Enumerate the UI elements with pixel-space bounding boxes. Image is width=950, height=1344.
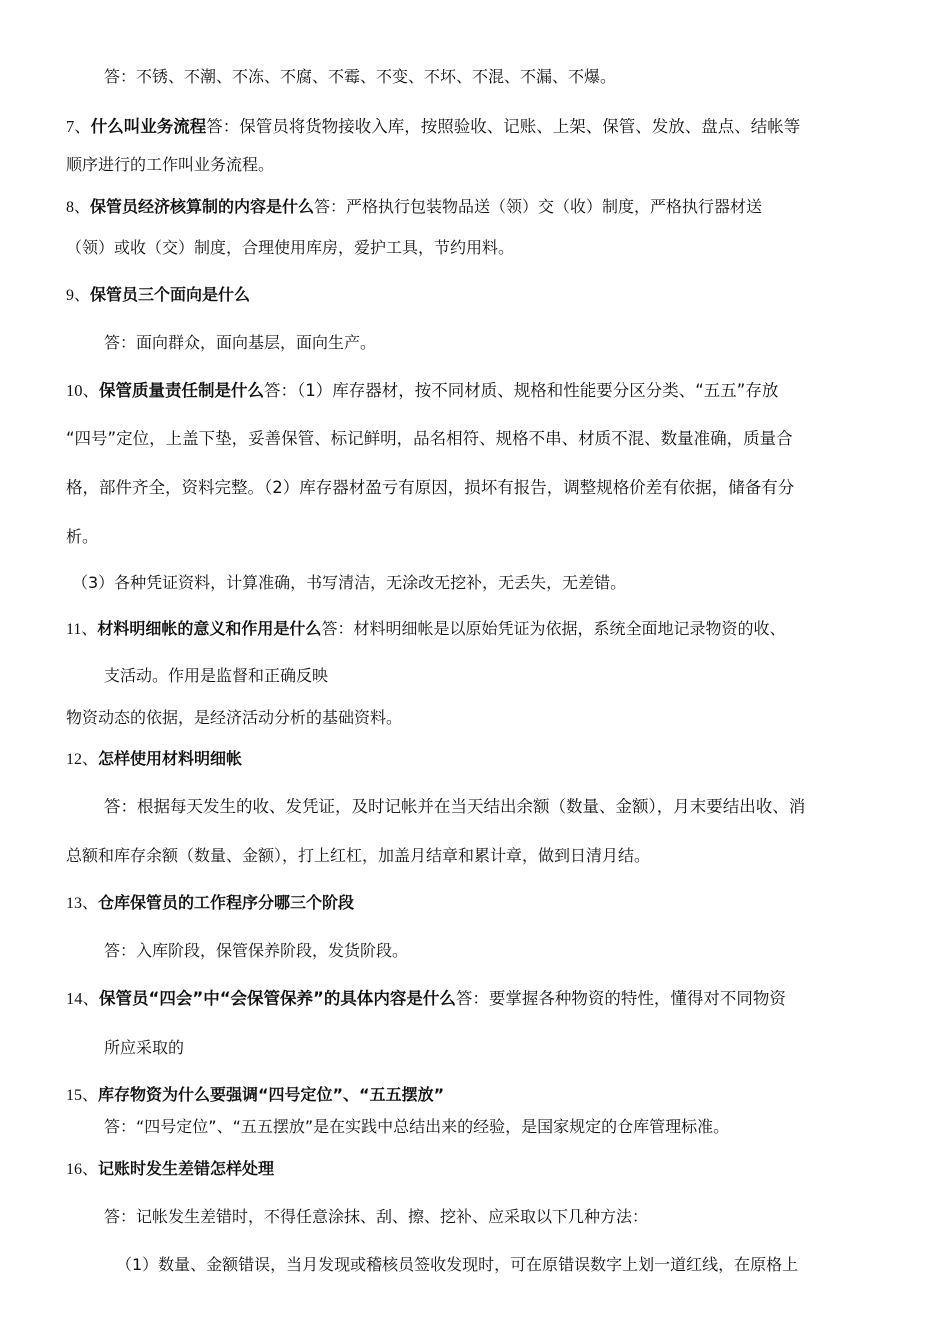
question-number: 13、 — [66, 895, 99, 912]
answer-text: 答：材料明细帐是以原始凭证为依据，系统全面地记录物资的收、 — [321, 619, 786, 638]
question-text: 什么叫业务流程 — [90, 117, 207, 136]
answer-line: 答：面向群众，面向基层，面向生产。 — [104, 333, 377, 352]
question-14 — [66, 988, 786, 1010]
answer-line: 所应采取的 — [104, 1038, 185, 1057]
question-7 — [66, 116, 800, 138]
question-number: 14、 — [66, 989, 99, 1008]
answer-line: （1）数量、金额错误，当月发现或稽核员签收发现时，可在原错误数字上划一道红线，在原格上 — [116, 1255, 799, 1274]
question-number: 9、 — [66, 287, 91, 304]
question-text: 保管员“四会”中“会保管保养”的具体内容是什么 — [99, 989, 456, 1008]
question-number: 16、 — [66, 1161, 99, 1178]
answer-line: 析。 — [66, 527, 99, 546]
question-8 — [66, 196, 762, 219]
question-text: 记账时发生差错怎样处理 — [98, 1159, 275, 1178]
question-number: 15、 — [66, 1087, 99, 1104]
answer-line: 支活动。作用是监督和正确反映 — [104, 666, 329, 685]
answer-line: 答：根据每天发生的收、发凭证，及时记帐并在当天结出余额（数量、金额），月末要结出收、消 — [104, 797, 806, 816]
answer-line: “四号”定位，上盖下垫，妥善保管、标记鲜明，品名相符、规格不串、材质不混、数量准确，质量合 — [66, 429, 793, 448]
answer-line: 答：不锈、不潮、不冻、不腐、不霉、不变、不坏、不混、不漏、不爆。 — [104, 67, 617, 86]
question-11 — [66, 618, 785, 641]
question-12 — [66, 748, 242, 771]
answer-line: 格，部件齐全，资料完整。（2）库存器材盈亏有原因，损坏有报告，调整规格价差有依据，储备有分 — [66, 478, 795, 497]
question-text: 库存物资为什么要强调“四号定位”、“五五摆放” — [98, 1085, 445, 1104]
question-number: 12、 — [66, 751, 99, 768]
answer-line: （领）或收（交）制度，合理使用库房，爱护工具，节约用料。 — [66, 238, 515, 257]
question-15 — [66, 1084, 444, 1107]
question-number: 7、 — [66, 117, 91, 136]
question-10 — [66, 380, 778, 402]
answer-line: 总额和库存余额（数量、金额），打上红杠，加盖月结章和累计章，做到日清月结。 — [66, 846, 651, 865]
answer-text: 答：保管员将货物接收入库，按照验收、记账、上架、保管、发放、盘点、结帐等 — [206, 117, 801, 136]
answer-text: 答：严格执行包装物品送（领）交（收）制度，严格执行器材送 — [314, 197, 763, 216]
question-text: 怎样使用材料明细帐 — [98, 749, 243, 768]
question-13 — [66, 892, 354, 915]
question-number: 10、 — [66, 381, 99, 400]
answer-line: 顺序进行的工作叫业务流程。 — [66, 155, 275, 174]
question-number: 11、 — [66, 621, 98, 638]
answer-line: 答：“四号定位”、“五五摆放”是在实践中总结出来的经验，是国家规定的仓库管理标准。 — [104, 1117, 730, 1136]
question-text: 保管员三个面向是什么 — [90, 285, 251, 304]
question-number: 8、 — [66, 199, 91, 216]
question-9 — [66, 284, 250, 307]
question-text: 保管员经济核算制的内容是什么 — [90, 197, 315, 216]
answer-text: 答：（1）库存器材，按不同材质、规格和性能要分区分类、“五五”存放 — [264, 381, 779, 400]
question-text: 仓库保管员的工作程序分哪三个阶段 — [98, 893, 355, 912]
answer-line: 答：入库阶段，保管保养阶段，发货阶段。 — [104, 941, 409, 960]
answer-text: 答：要掌握各种物资的特性，懂得对不同物资 — [455, 989, 786, 1008]
question-16 — [66, 1158, 274, 1181]
question-text: 材料明细帐的意义和作用是什么 — [97, 619, 322, 638]
answer-line: 物资动态的依据，是经济活动分析的基础资料。 — [66, 708, 403, 727]
answer-line: （3）各种凭证资料，计算准确，书写清洁，无涂改无挖补，无丢失，无差错。 — [72, 573, 627, 592]
question-text: 保管质量责任制是什么 — [99, 381, 264, 400]
answer-line: 答：记帐发生差错时，不得任意涂抹、刮、擦、挖补、应采取以下几种方法： — [104, 1207, 649, 1226]
